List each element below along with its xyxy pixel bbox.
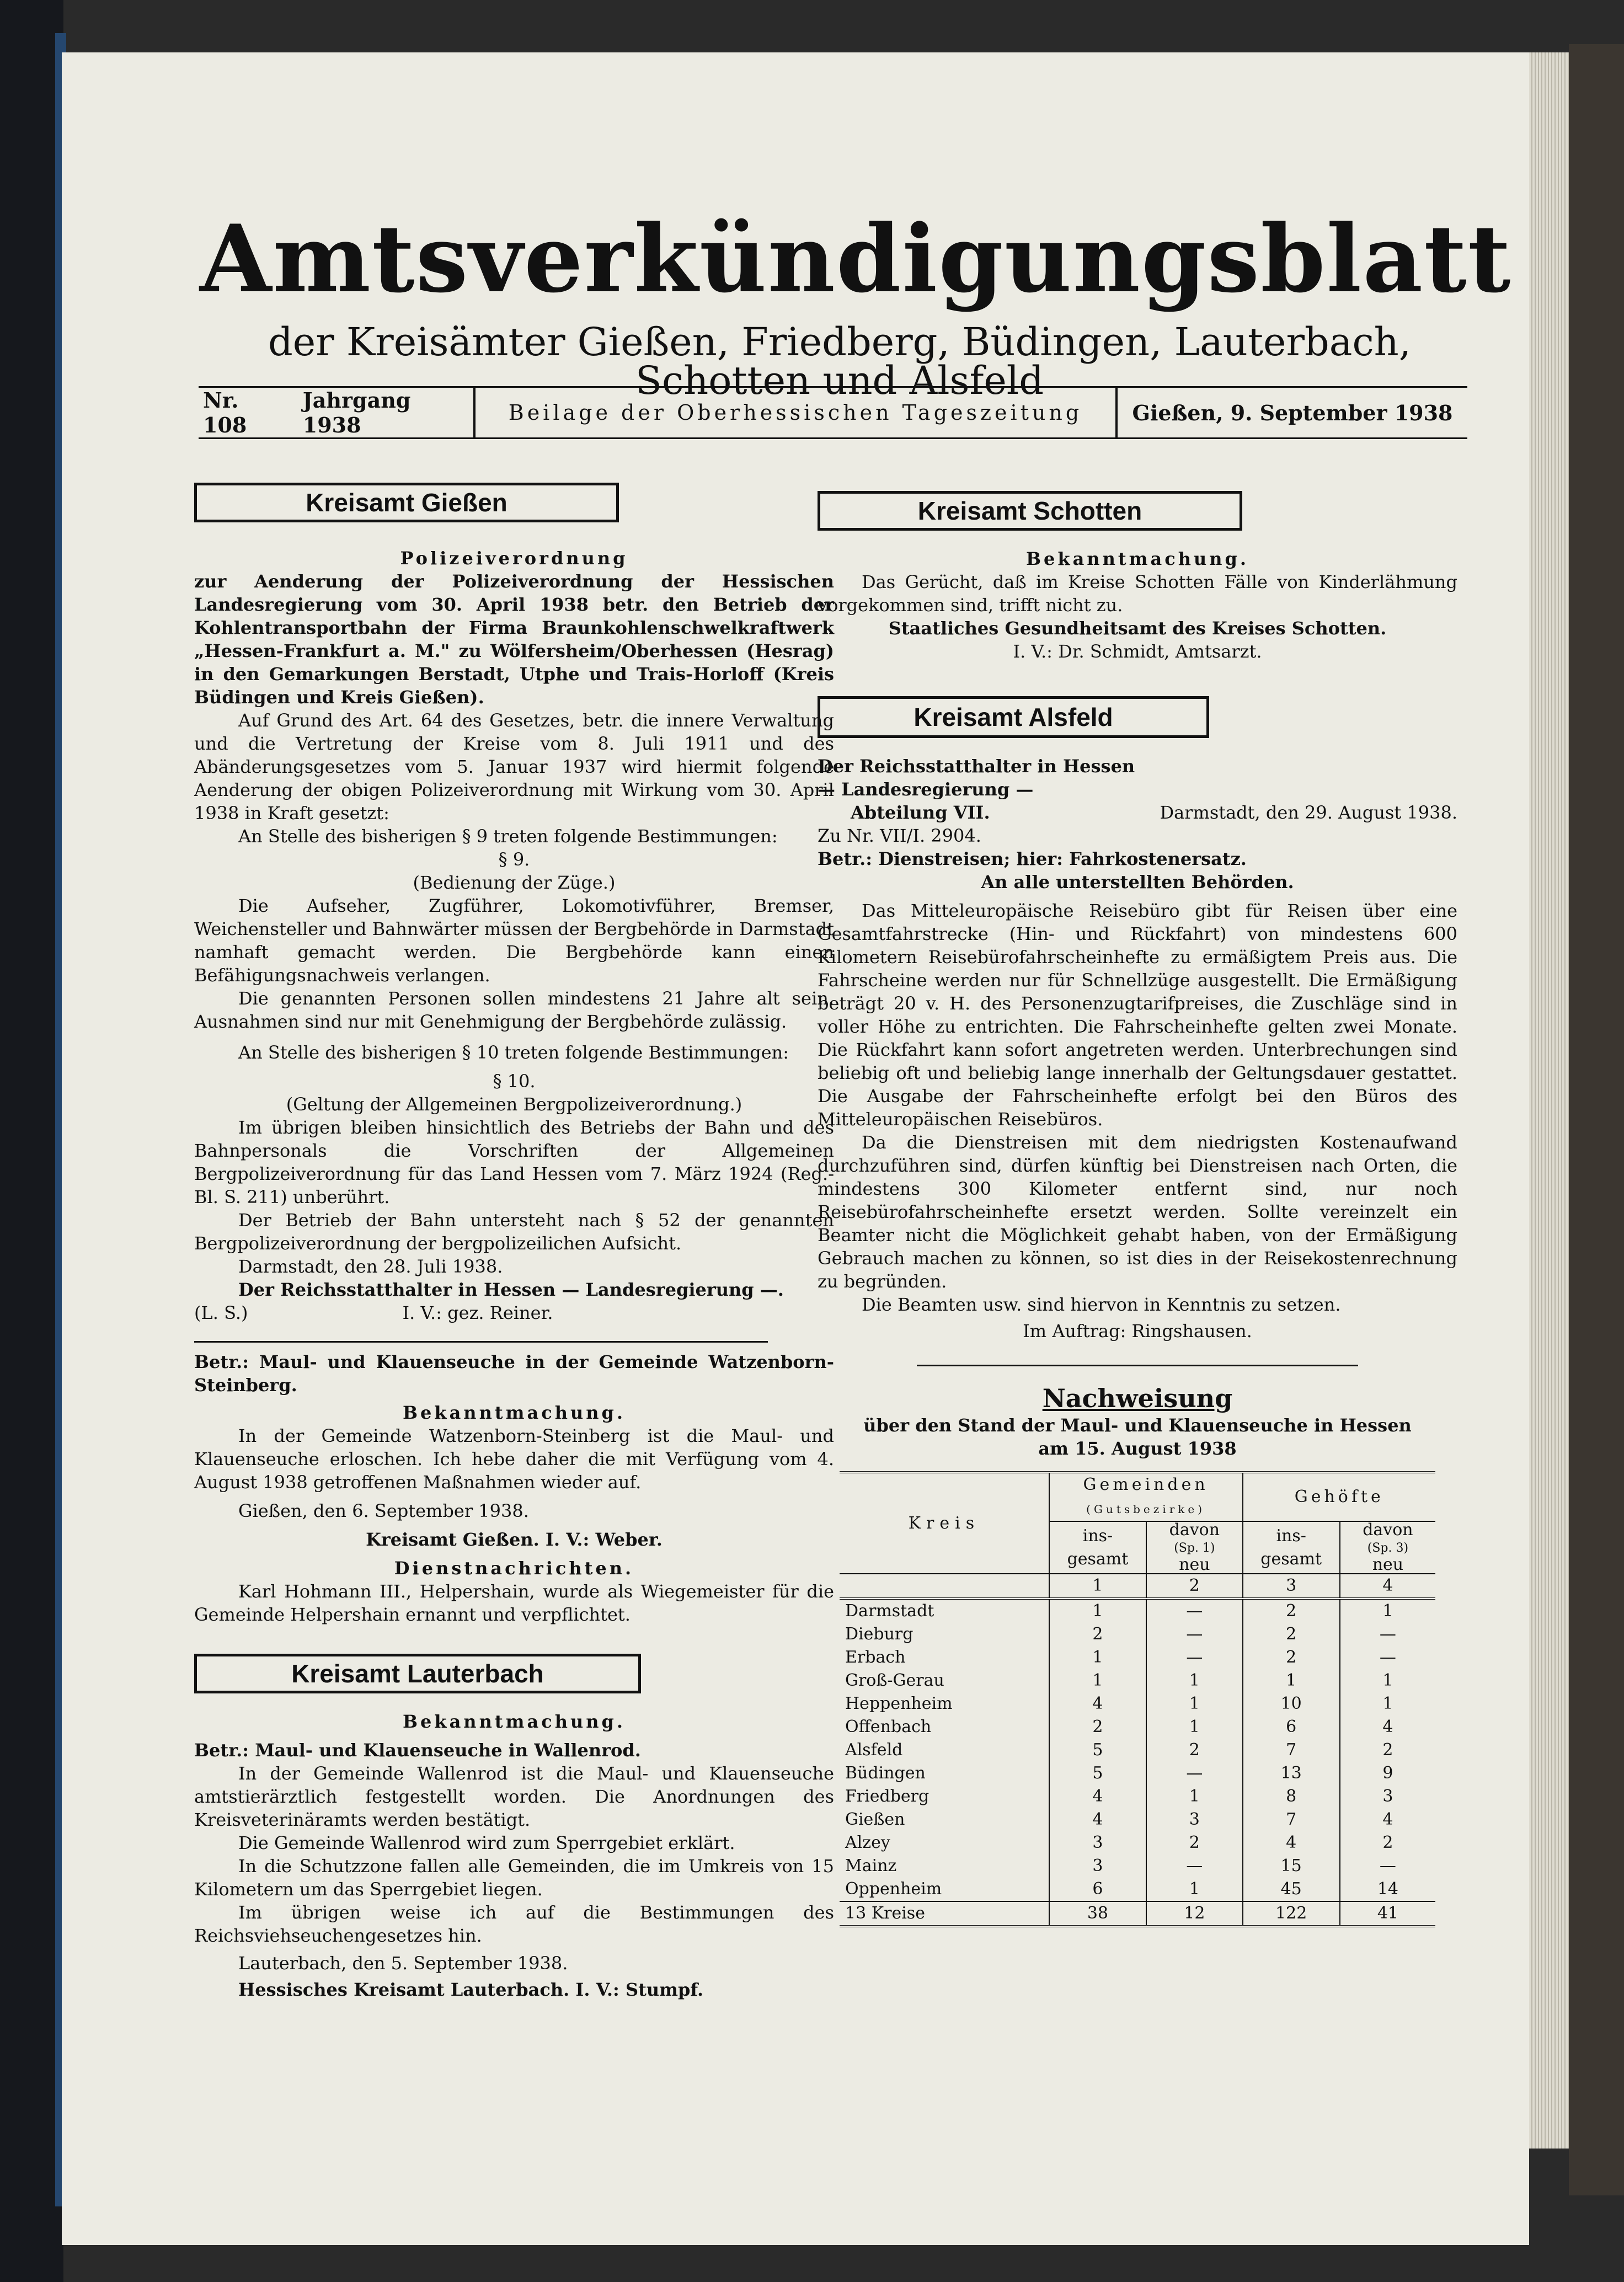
col-gemeinden xyxy=(1049,1472,1243,1521)
masthead-title: Amtsverkündigungsblatt xyxy=(200,204,1512,313)
kreis-cell: Mainz xyxy=(845,1856,897,1875)
value-cell: 3 xyxy=(1340,1785,1435,1808)
lauterbach-betr: Betr.: Maul- und Klauenseuche in Wallenrod. xyxy=(194,1740,641,1761)
col-davon2 xyxy=(1340,1521,1435,1574)
giessen-sig1: I. V.: gez. Reiner. xyxy=(402,1302,553,1323)
alsfeld-p1: Das Mitteleuropäische Reisebüro gibt für Reisen über eine Gesamtfahrstrecke (Hin- und Rückfahrt) von mindestens 600 Kilometern Reisebürofahrscheinhefte zu ermäßigtem Preis aus. Die Fahrscheine werden nur für Schnellzüge ausgestellt. Die Ermäßigung beträgt 20 v. H. des Personenzugtarifpreises, die Zuschläge sind in voller Höhe zu entrichten. Die Fahrscheinhefte gelten zwei Monate. Die Rückfahrt kann sofort angetreten werden. Unterbrechungen sind beliebig oft und beliebig lange innerhalb der Geltungsdauer gestattet. Die Ausgabe der Fahrscheinhefte erfolgt bei den Büros des Mitteleuropäischen Reisebüros. xyxy=(818,900,1457,1130)
value-cell: 4 xyxy=(1049,1785,1146,1808)
value-cell: 13 xyxy=(1243,1762,1340,1785)
value-cell: 2 xyxy=(1340,1739,1435,1762)
alsfeld-to: An alle unterstellten Behörden. xyxy=(981,872,1294,893)
value-cell: 5 xyxy=(1049,1762,1146,1785)
value-cell: 4 xyxy=(1340,1808,1435,1831)
giessen-sig2: Kreisamt Gießen. I. V.: Weber. xyxy=(366,1529,663,1550)
table-row xyxy=(840,1646,1435,1669)
total-cell: 12 xyxy=(1146,1901,1242,1926)
value-cell: 3 xyxy=(1146,1808,1242,1831)
divider-right xyxy=(917,1365,1358,1366)
table-row xyxy=(840,1808,1435,1831)
value-cell: 2 xyxy=(1146,1739,1242,1762)
giessen-date1: Darmstadt, den 28. Juli 1938. xyxy=(238,1256,503,1277)
table-row xyxy=(840,1669,1435,1692)
table-total-row xyxy=(840,1901,1435,1926)
table-row xyxy=(840,1762,1435,1785)
alsfeld-p2: Da die Dienstreisen mit dem niedrigsten Kostenaufwand durchzuführen sind, dürfen künftig bei Dienstreisen nach Orten, die mindestens 300 Kilometer entfernt sind, nur noch Reisebürofahrscheinhefte ersetzt werden. Sollte vereinzelt ein Beamter nicht die Möglichkeit gehabt haben, von der Ermäßigung Gebrauch machen zu können, so ist dies in der Reisekostenrechnung zu begründen. xyxy=(818,1132,1457,1292)
seal-mark: (L. S.) xyxy=(194,1302,248,1323)
lauterbach-title: Bekanntmachung. xyxy=(402,1711,626,1732)
page-edges xyxy=(1529,52,1569,2149)
alsfeld-betr: Betr.: Dienstreisen; hier: Fahrkostenersatz. xyxy=(818,848,1247,869)
col-davon2-label: davon xyxy=(1363,1520,1413,1540)
num-cell: 2 xyxy=(1146,1574,1242,1599)
kreis-cell: Offenbach xyxy=(845,1717,932,1736)
total-cell: 38 xyxy=(1049,1901,1146,1926)
kreis-cell: Büdingen xyxy=(845,1763,926,1783)
giessen-title2: Bekanntmachung. xyxy=(402,1402,626,1423)
value-cell: 1 xyxy=(1146,1715,1242,1739)
table-row xyxy=(840,1831,1435,1855)
kreis-cell: Heppenheim xyxy=(845,1694,953,1713)
col-gemeinden-sub: (Gutsbezirke) xyxy=(1086,1503,1206,1516)
kreis-cell: Friedberg xyxy=(845,1787,929,1806)
num-cell: 3 xyxy=(1243,1574,1340,1599)
table-head-row-1 xyxy=(840,1472,1435,1521)
value-cell: 5 xyxy=(1049,1739,1146,1762)
col-davon1-label: davon xyxy=(1169,1520,1220,1540)
value-cell: 1 xyxy=(1049,1669,1146,1692)
value-cell: — xyxy=(1340,1623,1435,1646)
value-cell: 45 xyxy=(1243,1878,1340,1901)
value-cell: 2 xyxy=(1243,1599,1340,1623)
kreis-cell: Alzey xyxy=(845,1833,890,1852)
giessen-p2: An Stelle des bisherigen § 9 treten folgende Bestimmungen: xyxy=(238,826,778,847)
issue-year: Jahrgang 1938 xyxy=(302,388,411,437)
kreis-cell: Darmstadt xyxy=(845,1601,934,1621)
lauterbach-p3: In die Schutzzone fallen alle Gemeinden, die im Umkreis von 15 Kilometern um das Sperrgebiet liegen. xyxy=(194,1856,834,1900)
issue-number: Nr. 108 xyxy=(203,388,247,437)
value-cell: 1 xyxy=(1146,1785,1242,1808)
kreis-cell: Erbach xyxy=(845,1648,906,1667)
lauterbach-p4: Im übrigen weise ich auf die Bestimmungen des Reichsviehseuchengesetzes hin. xyxy=(194,1902,834,1946)
value-cell: — xyxy=(1146,1623,1242,1646)
giessen-p5: An Stelle des bisherigen § 10 treten folgende Bestimmungen: xyxy=(238,1042,789,1063)
lauterbach-p1: In der Gemeinde Wallenrod ist die Maul- und Klauenseuche amtstierärztlich festgestellt worden. Die Anordnungen des Kreisveterinäramts werden bestätigt. xyxy=(194,1763,834,1830)
kreis-cell: Oppenheim xyxy=(845,1879,942,1899)
value-cell: 2 xyxy=(1146,1831,1242,1855)
lauterbach-header: Kreisamt Lauterbach xyxy=(194,1654,641,1693)
table-body xyxy=(840,1599,1435,1901)
value-cell: 15 xyxy=(1243,1855,1340,1878)
alsfeld-ref: Zu Nr. VII/I. 2904. xyxy=(818,825,981,846)
schotten-header: Kreisamt Schotten xyxy=(818,491,1242,531)
back-board xyxy=(1569,44,1624,2195)
alsfeld-authority: Der Reichsstatthalter in Hessen xyxy=(818,756,1135,777)
place-date: Gießen, 9. September 1938 xyxy=(1132,400,1453,425)
table-row xyxy=(840,1692,1435,1715)
total-cell: 122 xyxy=(1243,1901,1340,1926)
newspaper-page xyxy=(62,52,1529,2245)
col-insgesamt: ins- gesamt xyxy=(1049,1521,1146,1574)
value-cell: 7 xyxy=(1243,1739,1340,1762)
alsfeld-dept-line xyxy=(818,801,1457,824)
value-cell: 1 xyxy=(1340,1599,1435,1623)
giessen-title3: Dienstnachrichten. xyxy=(394,1558,634,1579)
value-cell: 3 xyxy=(1049,1855,1146,1878)
table-num-row xyxy=(840,1574,1435,1599)
giessen-betr2: Betr.: Maul- und Klauenseuche in der Gemeinde Watzenborn-Steinberg. xyxy=(194,1351,834,1396)
value-cell: 2 xyxy=(1340,1831,1435,1855)
value-cell: 8 xyxy=(1243,1785,1340,1808)
schotten-sig1: Staatliches Gesundheitsamt des Kreises Schotten. xyxy=(888,618,1387,639)
value-cell: 3 xyxy=(1049,1831,1146,1855)
nachweisung-table xyxy=(840,1471,1435,1927)
alsfeld-authority2: — Landesregierung — xyxy=(818,779,1034,800)
value-cell: 1 xyxy=(1243,1669,1340,1692)
nachweisung-subtitle: über den Stand der Maul- und Klauenseuche in Hessen xyxy=(863,1415,1412,1436)
schotten-sig2: I. V.: Dr. Schmidt, Amtsarzt. xyxy=(1013,641,1262,662)
masthead-subtitle: der Kreisämter Gießen, Friedberg, Büdingen, Lauterbach, Schotten und Alsfeld xyxy=(268,319,1411,403)
table-row xyxy=(840,1878,1435,1901)
giessen-p8: In der Gemeinde Watzenborn-Steinberg ist die Maul- und Klauenseuche erloschen. Ich hebe daher die mit Verfügung vom 4. August 1938 getroffenen Maßnahmen wieder auf. xyxy=(194,1425,834,1493)
col-neu: neu xyxy=(1179,1555,1210,1574)
kreis-cell: Gießen xyxy=(845,1810,905,1829)
value-cell: — xyxy=(1340,1855,1435,1878)
col-neu2: neu xyxy=(1372,1555,1404,1574)
value-cell: 4 xyxy=(1049,1808,1146,1831)
col-davon1 xyxy=(1146,1521,1242,1574)
left-column xyxy=(194,483,834,2001)
value-cell: 4 xyxy=(1243,1831,1340,1855)
giessen-p1: Auf Grund des Art. 64 des Gesetzes, betr. die innere Verwaltung und die Vertretung der Kreise vom 8. Juli 1911 und des Abänderungsgesetzes vom 5. Januar 1937 wird hiermit folgende Aenderung der obigen Polizeiverordnung mit Wirkung vom 30. April 1938 in Kraft gesetzt: xyxy=(194,710,834,824)
right-column xyxy=(818,491,1457,1927)
value-cell: 7 xyxy=(1243,1808,1340,1831)
schotten-title: Bekanntmachung. xyxy=(1025,548,1249,569)
value-cell: 1 xyxy=(1049,1599,1146,1623)
num-cell: 1 xyxy=(1049,1574,1146,1599)
lauterbach-sig: Hessisches Kreisamt Lauterbach. I. V.: Stumpf. xyxy=(238,1979,704,2000)
value-cell: — xyxy=(1146,1855,1242,1878)
nachweisung-title: Nachweisung xyxy=(1042,1383,1233,1413)
alsfeld-header: Kreisamt Alsfeld xyxy=(818,696,1209,738)
issue-number-cell xyxy=(199,388,473,437)
value-cell: — xyxy=(1146,1762,1242,1785)
value-cell: 2 xyxy=(1243,1623,1340,1646)
alsfeld-sig: Im Auftrag: Ringshausen. xyxy=(1023,1321,1252,1342)
table-row xyxy=(840,1599,1435,1623)
giessen-p6: Im übrigen bleiben hinsichtlich des Betriebs der Bahn und des Bahnpersonals die Vorschriften der Allgemeinen Bergpolizeiverordnung für das Land Hessen vom 7. März 1924 (Reg.-Bl. S. 211) unberührt. xyxy=(194,1117,834,1207)
value-cell: 10 xyxy=(1243,1692,1340,1715)
alsfeld-p3: Die Beamten usw. sind hiervon in Kenntnis zu setzen. xyxy=(862,1294,1341,1315)
giessen-p9: Karl Hohmann III., Helpershain, wurde als Wiegemeister für die Gemeinde Helpershain ernannt und verpflichtet. xyxy=(194,1581,834,1625)
table-row xyxy=(840,1623,1435,1646)
value-cell: 4 xyxy=(1049,1692,1146,1715)
value-cell: 4 xyxy=(1340,1715,1435,1739)
value-cell: 2 xyxy=(1243,1646,1340,1669)
section-10: § 10. xyxy=(493,1071,536,1092)
table-row xyxy=(840,1785,1435,1808)
num-cell-empty xyxy=(840,1574,1049,1599)
kreis-cell: Dieburg xyxy=(845,1624,913,1644)
alsfeld-dept: Abteilung VII. xyxy=(851,802,990,823)
divider xyxy=(194,1341,768,1343)
giessen-authority: Der Reichsstatthalter in Hessen — Landesregierung —. xyxy=(238,1279,784,1300)
giessen-p3: Die Aufseher, Zugführer, Lokomotivführer, Bremser, Weichensteller und Bahnwärter müssen der Bergbehörde in Darmstadt namhaft gemacht werden. Die Bergbehörde kann einen Befähigungsnachweis verlangen. xyxy=(194,895,834,986)
giessen-p7: Der Betrieb der Bahn untersteht nach § 52 der genannten Bergpolizeiverordnung der bergpolizeilichen Aufsicht. xyxy=(194,1210,834,1254)
value-cell: 1 xyxy=(1146,1692,1242,1715)
section-9: § 9. xyxy=(498,849,530,870)
table-row xyxy=(840,1855,1435,1878)
lauterbach-p2: Die Gemeinde Wallenrod wird zum Sperrgebiet erklärt. xyxy=(238,1832,735,1853)
issue-info-bar xyxy=(199,386,1467,439)
value-cell: 2 xyxy=(1049,1715,1146,1739)
section-9-sub: (Bedienung der Züge.) xyxy=(413,872,616,893)
value-cell: — xyxy=(1146,1646,1242,1669)
table-row xyxy=(840,1739,1435,1762)
value-cell: 1 xyxy=(1146,1669,1242,1692)
giessen-date2: Gießen, den 6. September 1938. xyxy=(238,1500,529,1521)
giessen-intro: zur Aenderung der Polizeiverordnung der Hessischen Landesregierung vom 30. April 1938 betr. den Betrieb der Kohlentransportbahn der Firma Braunkohlenschwelkraftwerk „Hessen-Frankfurt a. M." zu Wölfersheim/Oberhessen (Hesrag) in den Gemarkungen Berstadt, Utphe und Trais-Horloff (Kreis Büdingen und Kreis Gießen). xyxy=(194,571,834,708)
giessen-header: Kreisamt Gießen xyxy=(194,483,619,522)
kreis-cell: Alsfeld xyxy=(845,1740,903,1760)
value-cell: 1 xyxy=(1340,1692,1435,1715)
nachweisung-date: am 15. August 1938 xyxy=(1038,1438,1237,1459)
col-davon1-sub: (Sp. 1) xyxy=(1174,1541,1215,1555)
value-cell: 2 xyxy=(1049,1623,1146,1646)
total-cell: 41 xyxy=(1340,1901,1435,1926)
value-cell: 1 xyxy=(1340,1669,1435,1692)
alsfeld-date: Darmstadt, den 29. August 1938. xyxy=(1160,802,1457,823)
value-cell: 1 xyxy=(1049,1646,1146,1669)
col-davon2-sub: (Sp. 3) xyxy=(1367,1541,1409,1555)
col-gehoefte: Gehöfte xyxy=(1243,1472,1436,1521)
giessen-title: Polizeiverordnung xyxy=(400,548,628,569)
col-insgesamt2: ins- gesamt xyxy=(1243,1521,1340,1574)
giessen-p4: Die genannten Personen sollen mindestens 21 Jahre alt sein. Ausnahmen sind nur mit Genehmigung der Bergbehörde zulässig. xyxy=(194,988,834,1032)
section-10-sub: (Geltung der Allgemeinen Bergpolizeiverordnung.) xyxy=(286,1094,742,1115)
table-row xyxy=(840,1715,1435,1739)
schotten-p1: Das Gerücht, daß im Kreise Schotten Fälle von Kinderlähmung vorgekommen sind, trifft nicht zu. xyxy=(818,571,1457,616)
col-gemeinden-label: Gemeinden xyxy=(1083,1475,1209,1494)
value-cell: 9 xyxy=(1340,1762,1435,1785)
giessen-signature-line xyxy=(194,1301,834,1324)
value-cell: 14 xyxy=(1340,1878,1435,1901)
value-cell: 6 xyxy=(1243,1715,1340,1739)
lauterbach-date: Lauterbach, den 5. September 1938. xyxy=(238,1953,568,1974)
supplement: Beilage der Oberhessischen Tageszeitung xyxy=(473,388,1118,437)
value-cell: — xyxy=(1146,1599,1242,1623)
num-cell: 4 xyxy=(1340,1574,1435,1599)
value-cell: 6 xyxy=(1049,1878,1146,1901)
value-cell: 1 xyxy=(1146,1878,1242,1901)
col-kreis: Kreis xyxy=(840,1472,1049,1574)
total-kreis: 13 Kreise xyxy=(845,1904,925,1923)
value-cell: — xyxy=(1340,1646,1435,1669)
kreis-cell: Groß-Gerau xyxy=(845,1671,944,1690)
book-spine xyxy=(0,0,63,2282)
